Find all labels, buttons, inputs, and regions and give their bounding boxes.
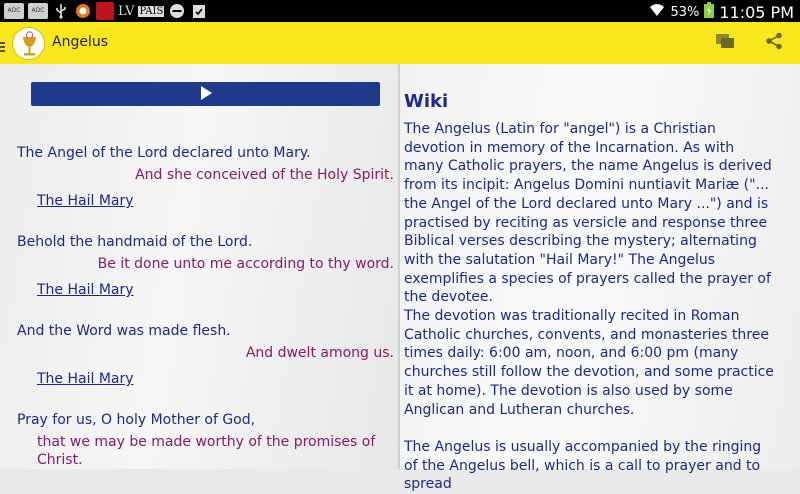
wiki-title: Wiki (404, 91, 449, 112)
wiki-pane[interactable] (400, 64, 800, 493)
wifi-icon (649, 3, 665, 21)
response-line: Christ. (37, 452, 83, 468)
status-bar (0, 0, 800, 22)
battery-icon (704, 2, 714, 22)
response-line: that we may be made worthy of the promises of (37, 434, 376, 450)
hail-mary-link[interactable]: The Hail Mary (37, 282, 134, 298)
do-not-disturb-icon (168, 2, 186, 20)
versicle-line: Pray for us, O holy Mother of God, (17, 412, 256, 428)
wiki-paragraph: The devotion was traditionally recited in Roman Catholic churches, convents, and monasteries three times daily: 6:00 am, noon, and 6:00 pm (many churches still follow the devotion, and some practice it at home). The devotion is also used by some Anglican and Lutheran churches. (404, 308, 774, 418)
pais-icon: PAIS (139, 5, 164, 17)
hail-mary-link[interactable]: The Hail Mary (37, 371, 134, 387)
play-button[interactable] (31, 82, 380, 106)
drawer-indicator-icon[interactable] (0, 37, 5, 47)
wiki-paragraph: The Angelus is usually accompanied by the ringing of the Angelus bell, which is a call to prayer and to spread (404, 439, 762, 493)
lv-icon: LV (118, 3, 135, 19)
windows-button[interactable] (713, 31, 737, 55)
wiki-paragraph: The Angelus (Latin for "angel") is a Christian devotion in memory of the Incarnation. As with many Catholic prayers, the name Angelus is derived from its incipit: Angelus Domini nuntiavit Mariæ ("... the Angel of the Lord declared unto Mary ...") and is practised by reciting as versicle and response three Biblical verses describing the mystery; alternating with the salutation "Hail Mary!" The Angelus exemplifies a species of prayers called the prayer of the devotee. (404, 121, 772, 306)
share-button[interactable] (762, 31, 786, 55)
clock: 11:05 PM (719, 2, 794, 22)
windows-icon (715, 33, 735, 53)
play-icon (200, 85, 212, 104)
adc-notification-icon: ADC (28, 3, 48, 19)
firefox-icon (74, 2, 92, 20)
news-app-icon (96, 2, 114, 20)
versicle-line: The Angel of the Lord declared unto Mary. (17, 145, 311, 161)
response-line: Be it done unto me according to thy word. (97, 256, 394, 272)
app-title: Angelus (52, 34, 109, 50)
prayer-pane[interactable] (0, 64, 398, 469)
response-line: And she conceived of the Holy Spirit. (135, 167, 394, 183)
action-bar (0, 22, 800, 64)
share-icon (765, 32, 783, 54)
versicle-line: Behold the handmaid of the Lord. (17, 234, 253, 250)
response-line: And dwelt among us. (245, 345, 394, 361)
clipboard-check-icon (190, 2, 208, 20)
usb-icon (52, 2, 70, 20)
battery-percent: 53% (670, 4, 700, 20)
hail-mary-link[interactable]: The Hail Mary (37, 193, 134, 209)
chalice-icon[interactable] (12, 27, 45, 60)
versicle-line: And the Word was made flesh. (17, 323, 231, 339)
adc-notification-icon: ADC (4, 3, 24, 19)
